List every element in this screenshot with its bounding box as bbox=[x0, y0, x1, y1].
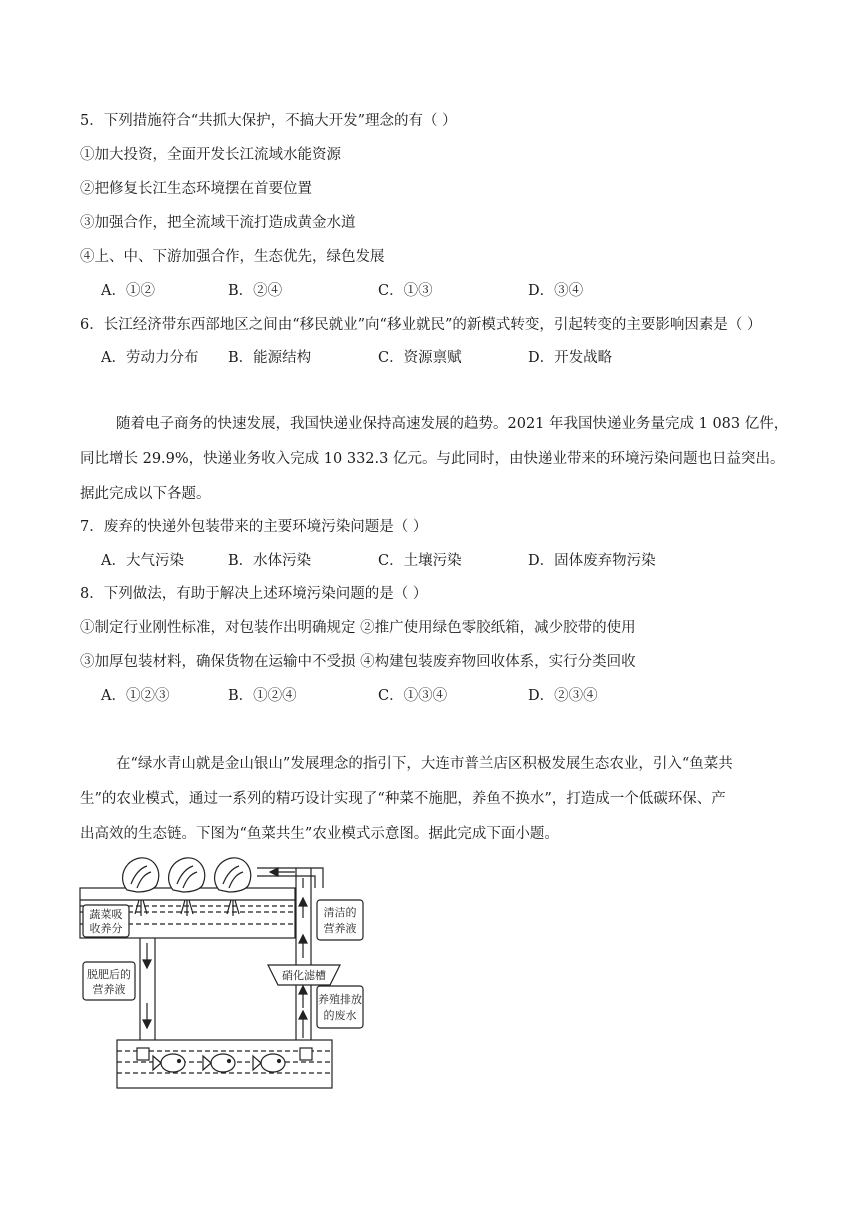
q5-stem: 5．下列措施符合“共抓大保护，不搞大开发”理念的有（ ） bbox=[80, 113, 457, 129]
q5-option-b[interactable]: B．②④ bbox=[228, 283, 283, 299]
q6-option-a[interactable]: A．劳动力分布 bbox=[101, 350, 199, 366]
label-clean-line-1: 清洁的 bbox=[323, 906, 357, 919]
q5-item-2: ②把修复长江生态环境摆在首要位置 bbox=[80, 181, 312, 197]
q5-option-a[interactable]: A．①② bbox=[101, 283, 155, 299]
label-waste-line-1: 养殖排放 bbox=[318, 993, 362, 1006]
q5-item-4: ④上、中、下游加强合作，生态优先，绿色发展 bbox=[80, 249, 385, 265]
label-filter: 硝化滤槽 bbox=[282, 969, 326, 982]
passage1-line-1: 随着电子商务的快速发展，我国快递业保持高速发展的趋势。2021 年我国快递业务量完成 1 083 亿件， bbox=[116, 416, 789, 432]
label-denutrified-line-2: 营养液 bbox=[92, 983, 126, 996]
q7-option-b[interactable]: B．水体污染 bbox=[228, 553, 312, 569]
q7-stem: 7．废弃的快递外包装带来的主要环境污染问题是（ ） bbox=[80, 519, 428, 535]
fish-icons bbox=[153, 1054, 285, 1072]
label-clean-line-2: 营养液 bbox=[323, 922, 357, 935]
q8-option-b[interactable]: B．①②④ bbox=[228, 688, 297, 704]
q7-option-d[interactable]: D．固体废弃物污染 bbox=[528, 553, 656, 569]
passage2-line-1: 在“绿水青山就是金山银山”发展理念的指引下，大连市普兰店区积极发展生态农业，引入“鱼菜共 bbox=[116, 756, 733, 772]
q6-option-d[interactable]: D．开发战略 bbox=[528, 350, 613, 366]
q5-item-3: ③加强合作，把全流域干流打造成黄金水道 bbox=[80, 215, 356, 231]
passage2-line-2: 生”的农业模式，通过一系列的精巧设计实现了“种菜不施肥，养鱼不换水”，打造成一个低碳环保、产 bbox=[80, 791, 726, 807]
q8-option-c[interactable]: C．①③④ bbox=[378, 688, 448, 704]
q5-option-d[interactable]: D．③④ bbox=[528, 283, 584, 299]
q7-option-c[interactable]: C．土壤污染 bbox=[378, 553, 462, 569]
passage1-line-3: 据此完成以下各题。 bbox=[80, 486, 211, 502]
label-absorb-line-1: 蔬菜吸 bbox=[89, 908, 123, 921]
q5-option-c[interactable]: C．①③ bbox=[378, 283, 433, 299]
passage1-line-2: 同比增长 29.9%，快递业务收入完成 10 332.3 亿元。与此同时，由快递业带来的环境污染问题也日益突出。 bbox=[80, 451, 785, 467]
q8-items-row-2: ③加厚包装材料，确保货物在运输中不受损 ④构建包装废弃物回收体系，实行分类回收 bbox=[80, 654, 636, 670]
passage2-line-3: 出高效的生态链。下图为“鱼菜共生”农业模式示意图。据此完成下面小题。 bbox=[80, 826, 559, 842]
label-waste-line-2: 的废水 bbox=[323, 1009, 357, 1022]
label-denutrified-line-1: 脱肥后的 bbox=[87, 968, 131, 981]
q8-option-a[interactable]: A．①②③ bbox=[101, 688, 170, 704]
q8-stem: 8．下列做法，有助于解决上述环境污染问题的是（ ） bbox=[80, 586, 428, 602]
aquaponics-diagram bbox=[75, 848, 365, 1093]
q8-items-row-1: ①制定行业刚性标准，对包装作出明确规定 ②推广使用绿色零胶纸箱，减少胶带的使用 bbox=[80, 620, 636, 636]
q5-item-1: ①加大投资，全面开发长江流域水能资源 bbox=[80, 147, 341, 163]
label-absorb-line-2: 收养分 bbox=[89, 922, 123, 935]
q7-option-a[interactable]: A．大气污染 bbox=[101, 553, 184, 569]
q6-option-c[interactable]: C．资源禀赋 bbox=[378, 350, 462, 366]
q8-option-d[interactable]: D．②③④ bbox=[528, 688, 598, 704]
q6-stem: 6．长江经济带东西部地区之间由“移民就业”向“移业就民”的新模式转变，引起转变的主要影响因素是（ ） bbox=[80, 317, 762, 333]
q6-option-b[interactable]: B．能源结构 bbox=[228, 350, 312, 366]
